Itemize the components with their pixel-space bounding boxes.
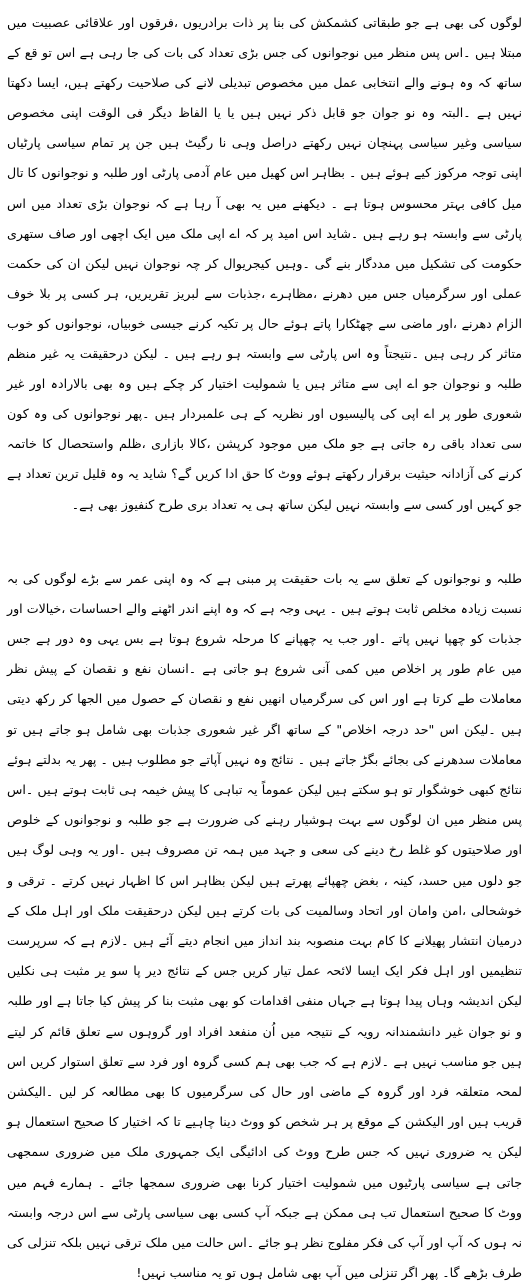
paragraph-spacer xyxy=(7,520,522,564)
article-paragraph-1: لوگوں کی بھی ہے جو طبقاتی کشمکش کی بنا پر ذات برادریوں ،فرقوں اور علاقائی عصبیت میں مبتلا ہیں ۔اس پس منظر میں نوجوانوں کی جس بڑی تعداد کی بات کی جا رہی ہے اس تو قع کے ساتھ کہ وہ ہونے والے انتخابی عمل میں مخصوص تبدیلی لانے کی صلاحیت رکھتے ہیں، ایسا دکھتا نہیں ہے ۔البتہ وہ نو جوان جو قابل ذکر نہیں ہیں یا یا الفاظ دیگر فی الوقت اپنی مخصوص سیاسی وغیر سیاسی پہنچان نہیں رکھتے دراصل وہی نا رگیٹ ہیں جن پر تمام سیاسی پارٹیاں اپنی توجہ مرکوز کیے ہوئے ہیں ۔ بظاہر اس کھیل میں عام آدمی پارٹی اور طلبہ و نوجوانوں کا تال میل کافی بہتر محسوس ہوتا ہے ۔ دیکھنے میں یہ بھی آ رہا ہے کہ نوجوان بڑی تعداد میں اس پارٹی سے وابستہ ہو رہے ہیں ۔شاید اس امید پر کہ اے اپی ملک میں ایک اچھی اور صاف ستھری حکومت کی تشکیل میں مددگار بنے گی ۔وہیں کیجریوال کر چہ نوجوان نہیں لیکن ان کی حکمت عملی اور سرگرمیاں جس میں دھرنے ،مظاہرے ،جذبات سے لبریز تقریریں، ہر کسی پر بلا خوف الزام دھرنے ،اور ماضی سے چھٹکارا پاتے ہوئے حال پر تکیہ کرنے جیسی خوبیاں، نوجوانوں کو خوب متاثر کر رہی ہیں ۔نتیجتاً وہ اس پارٹی سے وابستہ ہو رہے ہیں ۔ لیکن درحقیقت یہ غیر منظم طلبہ و نوجوان جو اے اپی سے متاثر ہیں یا شمولیت اختیار کر چکے ہیں وہ بھی بالارادہ اور غیر شعوری طور پر اے اپی کی پالیسیوں اور نظریہ کے ہی علمبردار ہیں ۔پھر نوجوانوں کی وہ کون سی تعداد باقی رہ جاتی ہے جو ملک میں موجود کرپشن ،کالا بازاری ،ظلم واستحصال کا خاتمہ کرنے کی آزادانہ حیثیت برقرار رکھتے ہوئے ووٹ کا حق ادا کریں گے؟ شاید یہ وہ قلیل ترین تعداد ہے جو کہیں اور کسی سے وابستہ نہیں لیکن ساتھ ہی یہ تعداد بری طرح کنفیوز بھی ہے۔ xyxy=(7,15,522,512)
article-paragraph-2: طلبہ و نوجوانوں کے تعلق سے یہ بات حقیقت پر مبنی ہے کہ وہ اپنی عمر سے بڑے لوگوں کی بہ نسبت زیادہ مخلص ثابت ہوتے ہیں ۔ یہی وجہ ہے کہ وہ اپنے اندر اٹھنے والے احساسات ،خیالات اور جذبات کو چھپا نہیں پاتے ۔اور جب یہ چھپانے کا مرحلہ شروع ہوتا ہے بس یہی وہ دور ہے جس میں عام طور پر اخلاص میں کمی آنی شروع ہو جاتی ہے ۔انسان نفع و نقصان کے پیش نظر معاملات طے کرتا ہے اور اس کی سرگرمیاں انھیں نفع و نقصان کے حصول میں الجھا کر رکھ دیتی ہیں ۔لیکن اس "حد درجہ اخلاص" کے ساتھ اگر غیر شعوری جذبات بھی شامل ہو جاتے ہیں تو معاملات سدھرنے کی بجائے بگڑ جاتے ہیں ۔ نتائج وہ نہیں آپاتے جو مطلوب ہیں ۔ پھر یہ بدلتے ہوئے نتائج کبھی خوشگوار تو ہو سکتے ہیں لیکن عموماً یہ تباہی کا پیش خیمہ ہی ثابت ہوتے ہیں ۔اس پس منظر میں ان لوگوں سے بہت ہوشیار رہنے کی ضرورت ہے جو طلبہ و نوجوانوں کے خلوص اور صلاحیتوں کو غلط رخ دینے کی سعی و جہد میں ہمہ تن مصروف ہیں ۔اور یہ وہی لوگ ہیں جو دلوں میں حسد، کینہ ، بغض چھپائے پھرتے ہیں لیکن بظاہر اس کا اظہار نہیں کرتے ۔ ترقی و خوشحالی ،امن وامان اور اتحاد وسالمیت کی بات کرتے ہیں لیکن درحقیقت ملک اور اہل ملک کے درمیان انتشار پھیلانے کا کام بہت منصوبہ بند انداز میں انجام دیتے آئے ہیں ۔لازم ہے کہ سرپرست تنظیمیں اور اہل فکر ایک ایسا لائحہ عمل تیار کریں جس کے نتائج دیر پا سو یر مثبت ہی نکلیں لیکن اندیشہ وہاں پیدا ہوتا ہے جہاں منفی اقدامات کو بھی مثبت بنا کر پیش کیا جاتا ہے اور طلبہ و نو جوان غیر دانشمندانہ رویہ کے نتیجہ میں اُن منفعد افراد اور گروہوں سے تعلق قائم کر لیتے ہیں جو مناسب نہیں ہے ۔لازم ہے کہ جب بھی ہم کسی گروہ اور فرد سے تعلق استوار کریں اس لمحہ متعلقہ فرد اور گروہ کے ماضی اور حال کی سرگرمیوں کا بھی مطالعہ کر لیں ۔الیکشن قریب ہیں اور الیکشن کے موقع پر ہر شخص کو ووٹ دینا چاہیے تا کہ اختیار کا صحیح استعمال ہو لیکن یہ ضروری نہیں کہ جس طرح ووٹ کی ادائیگی ایک جمہوری ملک میں ضروری سمجھی جاتی ہے سیاسی پارٹیوں میں شمولیت اختیار کرنا بھی ضروری سمجھا جائے ۔ ہمارے فہم میں ووٹ کا صحیح استعمال تب ہی ممکن ہے جبکہ آپ کسی بھی سیاسی پارٹی سے اس درجہ وابستہ نہ ہوں کہ آپ اور آپ کی فکر مفلوج نظر ہو جائے ۔اس حالت میں ملک ترقی نہیں بلکہ تنزلی کی طرف بڑھے گا۔ پھر اگر تنزلی میں آپ بھی شامل ہوں تو یہ مناسب نہیں! xyxy=(7,570,522,1281)
